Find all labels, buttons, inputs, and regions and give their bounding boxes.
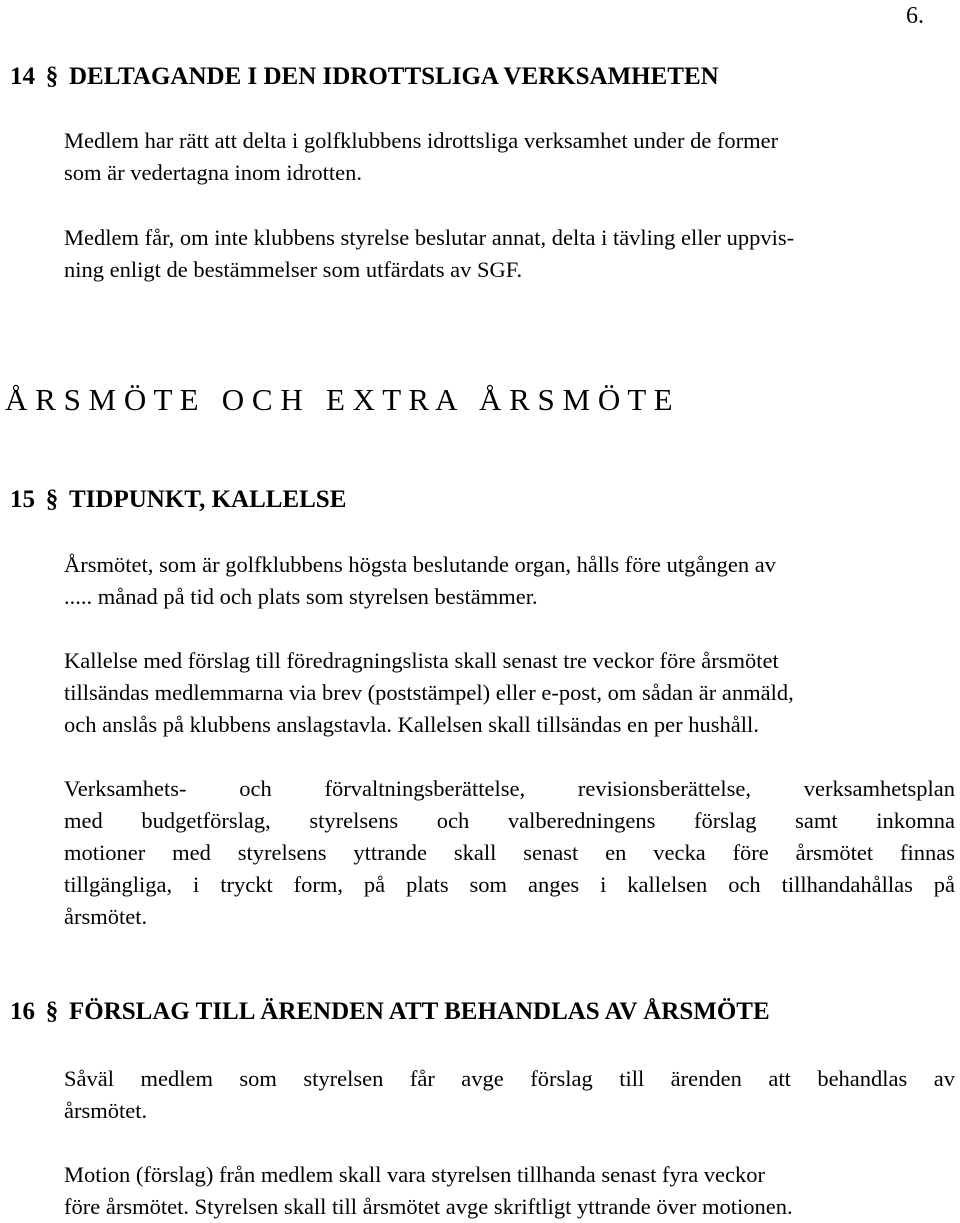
section-15-paragraph-1 [64, 549, 955, 613]
text-line: Motion (förslag) från medlem skall vara styrelsen tillhanda senast fyra veckor [64, 1162, 766, 1187]
section-number: 15 [10, 486, 35, 513]
section-number: 14 [10, 63, 35, 90]
section-symbol: § [45, 998, 59, 1025]
text-line: Kallelse med förslag till föredragningslista skall senast tre veckor före årsmötet [64, 648, 779, 673]
section-title: TIDPUNKT, KALLELSE [69, 486, 347, 513]
section-14-heading [10, 62, 719, 92]
text-line: med budgetförslag, styrelsens och valberedningens förslag samt inkomna [64, 808, 955, 833]
section-16-paragraph-2 [64, 1159, 955, 1223]
text-line: före årsmötet. Styrelsen skall till årsmötet avge skriftligt yttrande över motionen. [64, 1194, 793, 1219]
section-title: FÖRSLAG TILL ÄRENDEN ATT BEHANDLAS AV ÅRSMÖTE [69, 998, 770, 1025]
section-14-paragraph-2 [64, 222, 955, 286]
section-number: 16 [10, 998, 35, 1025]
section-16-heading [10, 997, 770, 1027]
chapter-title: Å R S M Ö T E O C H E X T R A Å R S M Ö T E [5, 382, 673, 417]
text-line: Verksamhets- och förvaltningsberättelse, revisionsberättelse, verksamhetsplan [64, 776, 955, 801]
section-16-paragraph-1 [64, 1063, 955, 1127]
section-14-paragraph-1 [64, 125, 955, 189]
text-line: tillgängliga, i tryckt form, på plats som anges i kallelsen och tillhandahållas på [64, 872, 955, 897]
section-15-heading [10, 485, 346, 515]
text-line: tillsändas medlemmarna via brev (poststämpel) eller e-post, om sådan är anmäld, [64, 680, 794, 705]
section-15-paragraph-3 [64, 773, 955, 933]
text-line: Medlem har rätt att delta i golfklubbens idrottsliga verksamhet under de former [64, 128, 779, 153]
text-line: ..... månad på tid och plats som styrelsen bestämmer. [64, 584, 538, 609]
text-line: ning enligt de bestämmelser som utfärdats av SGF. [64, 257, 523, 282]
section-symbol: § [45, 63, 59, 90]
text-line: Såväl medlem som styrelsen får avge förslag till ärenden att behandlas av [64, 1066, 955, 1091]
text-line: motioner med styrelsens yttrande skall senast en vecka före årsmötet finnas [64, 840, 955, 865]
text-line: årsmötet. [64, 1098, 148, 1123]
section-symbol: § [45, 486, 59, 513]
section-15-paragraph-2 [64, 645, 955, 741]
text-line: som är vedertagna inom idrotten. [64, 160, 363, 185]
text-line: Medlem får, om inte klubbens styrelse beslutar annat, delta i tävling eller uppvis- [64, 225, 795, 250]
text-line: Årsmötet, som är golfklubbens högsta beslutande organ, hålls före utgången av [64, 552, 776, 577]
text-line: årsmötet. [64, 904, 148, 929]
text-line: och anslås på klubbens anslagstavla. Kallelsen skall tillsändas en per hushåll. [64, 712, 759, 737]
page-number: 6. [906, 3, 924, 29]
section-title: DELTAGANDE I DEN IDROTTSLIGA VERKSAMHETEN [69, 63, 719, 90]
